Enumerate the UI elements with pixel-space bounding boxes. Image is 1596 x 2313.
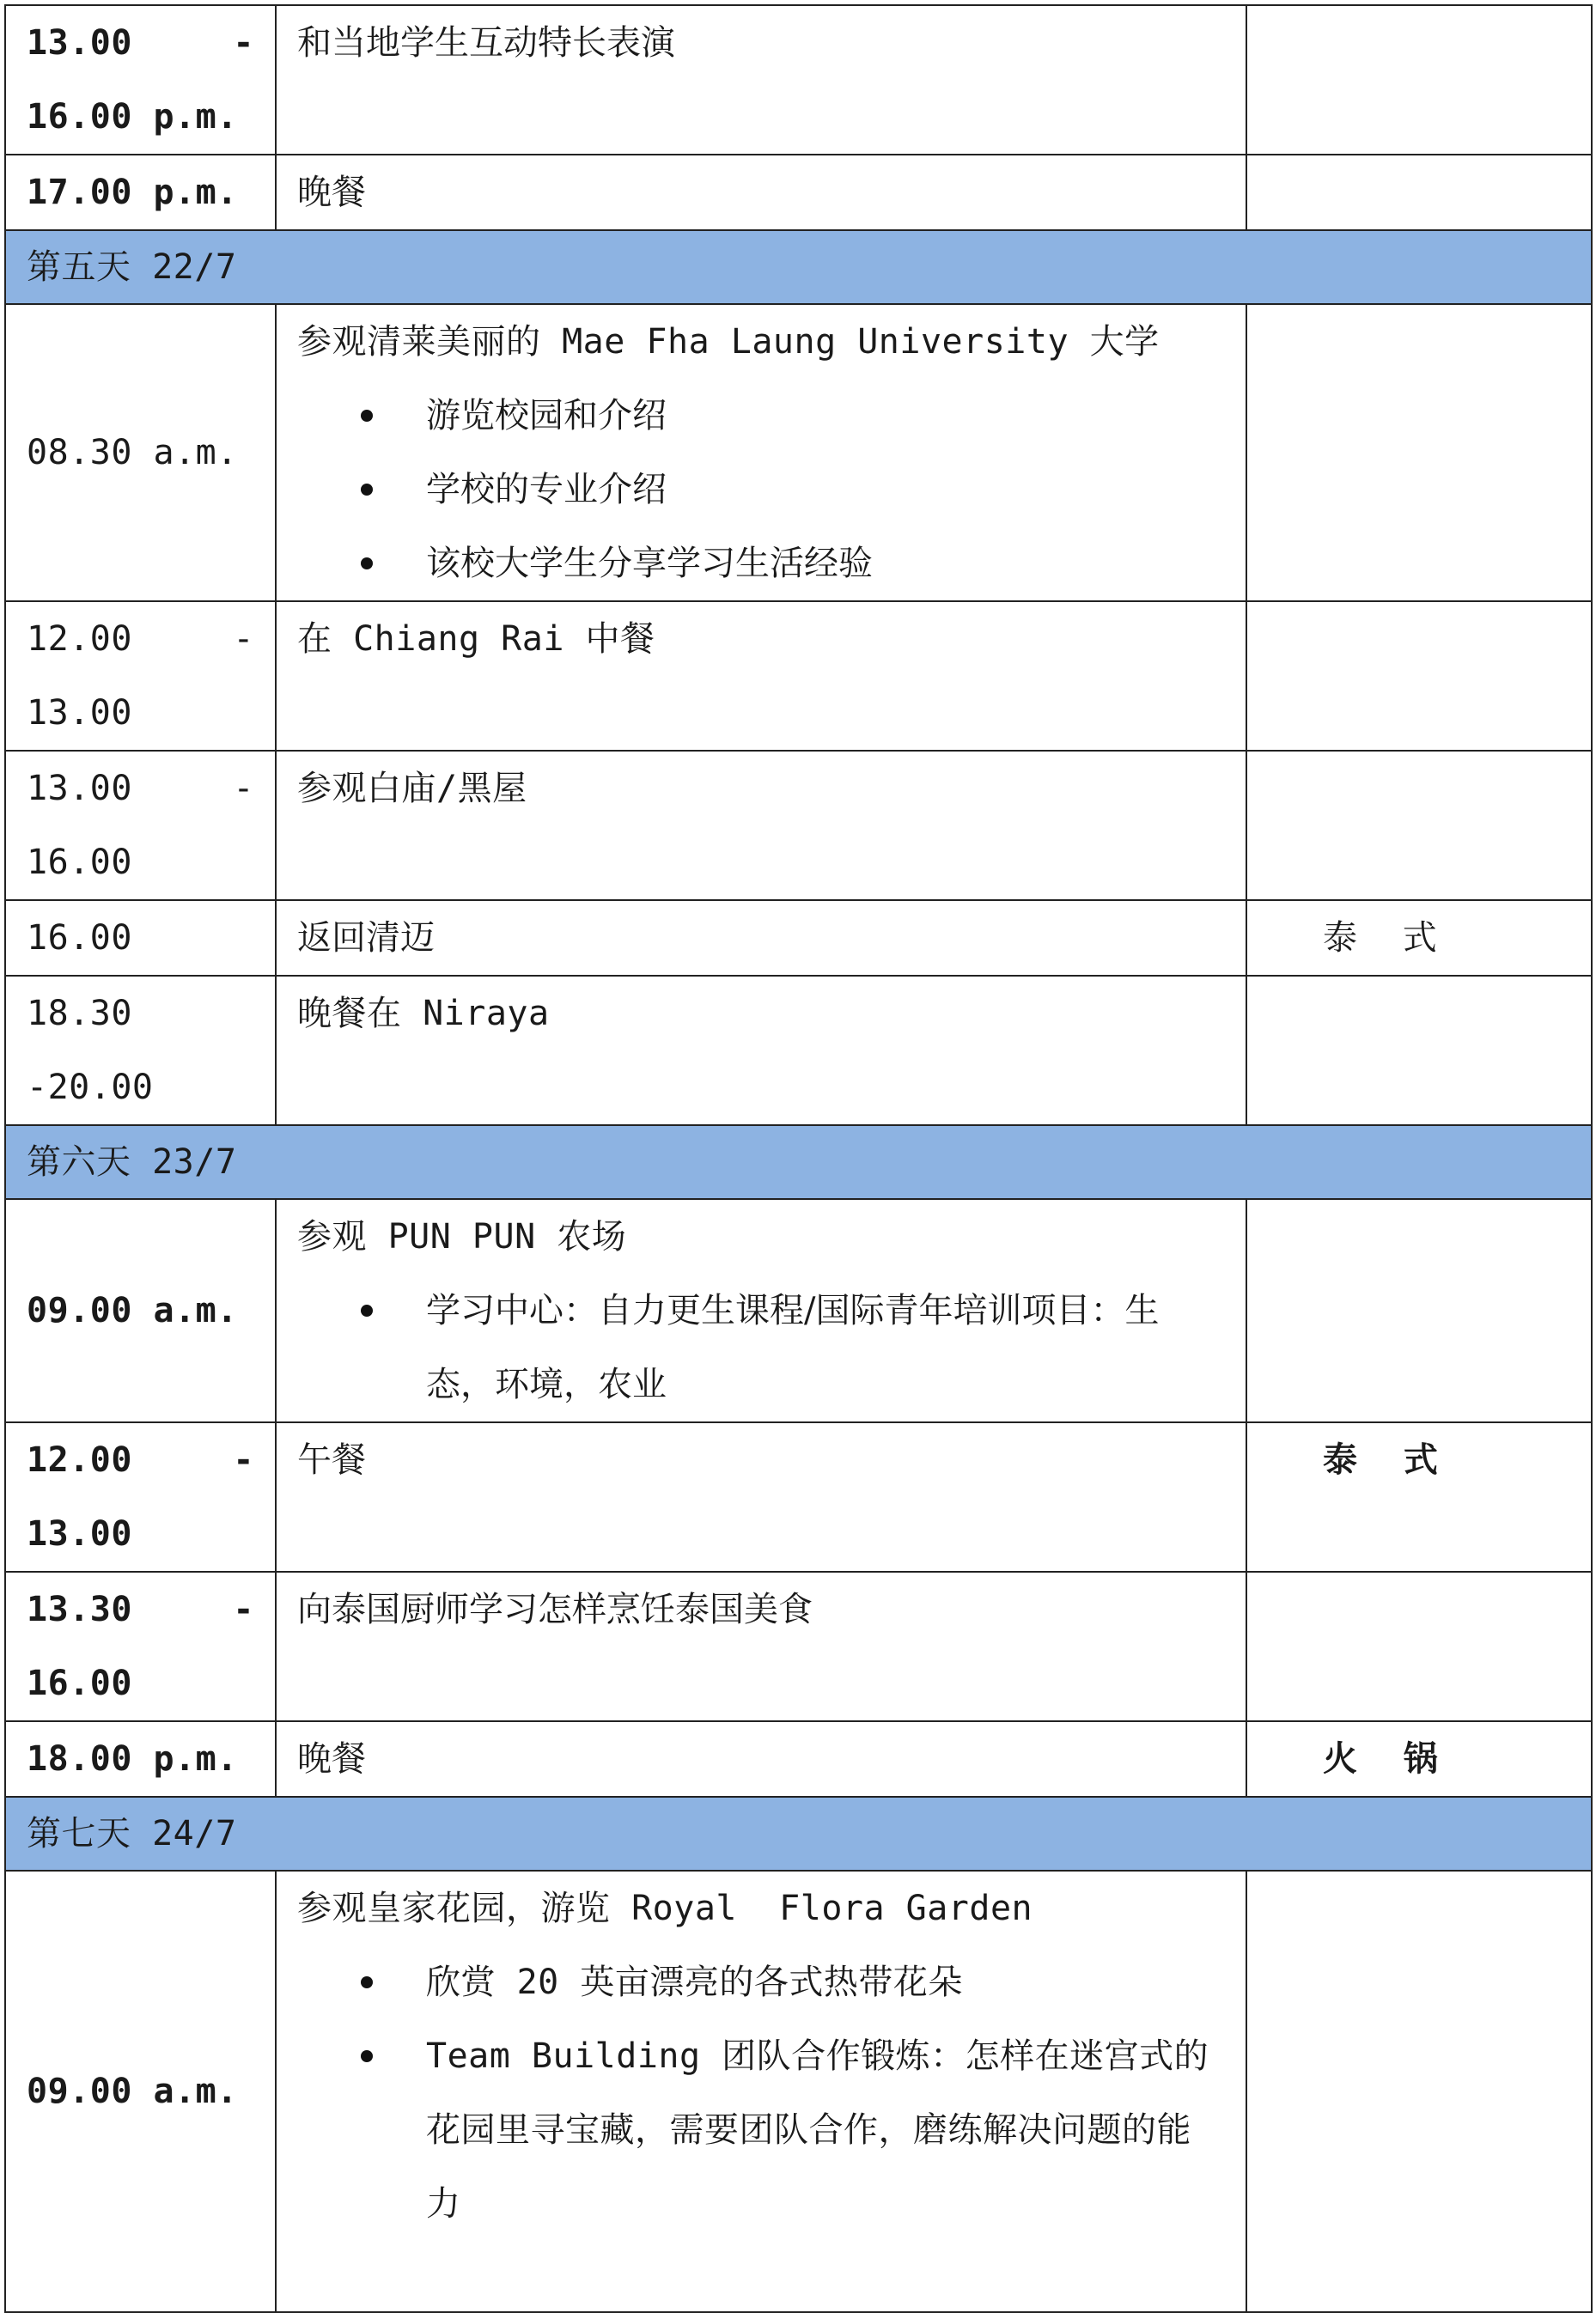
table-row: [5, 1422, 1592, 1572]
time-cell: [5, 1721, 276, 1797]
activity-cell: [276, 1422, 1246, 1572]
day-header-row: [5, 1797, 1592, 1871]
bullet-list: [297, 1274, 1225, 1421]
time-dash: -: [233, 619, 254, 659]
note-cell: [1246, 1572, 1592, 1721]
note-cell: [1246, 976, 1592, 1125]
note-text: 泰 式: [1323, 1440, 1455, 1480]
day-header-text: 第七天 24/7: [27, 1814, 237, 1853]
activity-text: 晚餐: [297, 173, 366, 212]
activity-cell: [276, 1572, 1246, 1721]
list-item-text: 游览校园和介绍: [426, 396, 667, 435]
table-row: [5, 155, 1592, 230]
time-cell: [5, 155, 276, 230]
bullet-icon: [361, 1976, 373, 1988]
note-cell: [1246, 751, 1592, 900]
time-end: 16.00 p.m.: [27, 97, 238, 137]
bullet-icon: [361, 2050, 373, 2062]
time-dash: -: [233, 1440, 254, 1480]
itinerary-table: [4, 4, 1593, 2313]
time-end: 16.00: [27, 1664, 132, 1703]
activity-cell: [276, 900, 1246, 976]
activity-text: 参观清莱美丽的 Mae Fha Laung University 大学: [297, 322, 1160, 362]
bullet-list: [297, 379, 1225, 600]
time-dash: -: [233, 1590, 254, 1629]
list-item: [426, 527, 1225, 600]
bullet-icon: [361, 484, 373, 496]
day-header-row: [5, 1125, 1592, 1199]
time-text: 18.30 -20.00: [27, 994, 154, 1107]
list-item: [426, 2019, 1225, 2241]
day-header-row: [5, 230, 1592, 304]
time-dash: -: [233, 769, 254, 808]
activity-text: 返回清迈: [297, 918, 435, 958]
time-cell: [5, 1871, 276, 2312]
time-cell: [5, 900, 276, 976]
time-start: 13.30: [27, 1590, 132, 1629]
day-header: [5, 1125, 1592, 1199]
time-text: 18.00 p.m.: [27, 1739, 238, 1779]
activity-cell: [276, 304, 1246, 601]
time-cell: [5, 1572, 276, 1721]
activity-text: 晚餐: [297, 1739, 366, 1779]
activity-text: 参观白庙/黑屋: [297, 769, 527, 808]
day-header: [5, 230, 1592, 304]
note-cell: [1246, 1871, 1592, 2312]
bullet-icon: [361, 1305, 373, 1317]
time-end: 13.00: [27, 1514, 132, 1554]
note-cell: [1246, 601, 1592, 751]
note-cell: [1246, 155, 1592, 230]
bullet-list: [297, 1945, 1225, 2241]
time-cell: [5, 1199, 276, 1422]
list-item-text: 学校的专业介绍: [426, 470, 667, 509]
table-row: [5, 900, 1592, 976]
table-row: [5, 304, 1592, 601]
activity-cell: [276, 976, 1246, 1125]
note-cell: [1246, 1721, 1592, 1797]
table-row: [5, 1871, 1592, 2312]
note-cell: [1246, 1422, 1592, 1572]
time-cell: [5, 304, 276, 601]
table-row: [5, 5, 1592, 155]
list-item-text: 学习中心：自力更生课程/国际青年培训项目：生态，环境，农业: [426, 1291, 1160, 1404]
time-start: 13.00: [27, 23, 132, 63]
time-start: 12.00: [27, 619, 132, 659]
time-cell: [5, 5, 276, 155]
activity-cell: [276, 1871, 1246, 2312]
time-text: 09.00 a.m.: [27, 1291, 238, 1330]
activity-cell: [276, 1199, 1246, 1422]
note-cell: [1246, 5, 1592, 155]
note-cell: [1246, 1199, 1592, 1422]
time-text: 17.00 p.m.: [27, 173, 238, 212]
activity-text: 午餐: [297, 1440, 366, 1480]
note-cell: [1246, 304, 1592, 601]
bullet-icon: [361, 557, 373, 569]
time-cell: [5, 1422, 276, 1572]
activity-cell: [276, 751, 1246, 900]
table-row: [5, 1572, 1592, 1721]
day-header-text: 第六天 23/7: [27, 1142, 237, 1182]
time-start: 12.00: [27, 1440, 132, 1480]
activity-cell: [276, 1721, 1246, 1797]
activity-text: 晚餐在 Niraya: [297, 994, 550, 1033]
activity-text: 在 Chiang Rai 中餐: [297, 619, 655, 659]
activity-cell: [276, 5, 1246, 155]
time-end: 16.00: [27, 843, 132, 882]
time-end: 13.00: [27, 693, 132, 733]
time-cell: [5, 976, 276, 1125]
table-row: [5, 751, 1592, 900]
table-row: [5, 976, 1592, 1125]
day-header-text: 第五天 22/7: [27, 247, 237, 287]
time-text: 08.30 a.m.: [27, 433, 238, 472]
note-cell: [1246, 900, 1592, 976]
time-text: 16.00: [27, 918, 132, 958]
list-item-text: Team Building 团队合作锻炼：怎样在迷宫式的花园里寻宝藏，需要团队合作，磨练解决问题的能力: [426, 2036, 1209, 2224]
time-start: 13.00: [27, 769, 132, 808]
day-header: [5, 1797, 1592, 1871]
table-row: [5, 601, 1592, 751]
list-item: [426, 1945, 1225, 2019]
activity-text: 参观 PUN PUN 农场: [297, 1217, 627, 1257]
list-item: [426, 1274, 1225, 1421]
activity-text: 向泰国厨师学习怎样烹饪泰国美食: [297, 1590, 813, 1629]
activity-cell: [276, 155, 1246, 230]
bullet-icon: [361, 410, 373, 422]
table-row: [5, 1721, 1592, 1797]
activity-text: 和当地学生互动特长表演: [297, 23, 675, 63]
note-text: 火 锅: [1323, 1738, 1455, 1779]
table-row: [5, 1199, 1592, 1422]
list-item-text: 欣赏 20 英亩漂亮的各式热带花朵: [426, 1963, 963, 2002]
activity-cell: [276, 601, 1246, 751]
list-item: [426, 453, 1225, 527]
time-text: 09.00 a.m.: [27, 2072, 238, 2111]
note-text: 泰 式: [1323, 918, 1454, 958]
list-item-text: 该校大学生分享学习生活经验: [426, 544, 873, 583]
time-cell: [5, 601, 276, 751]
time-cell: [5, 751, 276, 900]
time-dash: -: [233, 23, 254, 63]
list-item: [426, 379, 1225, 453]
activity-text: 参观皇家花园，游览 Royal Flora Garden: [297, 1889, 1033, 1928]
